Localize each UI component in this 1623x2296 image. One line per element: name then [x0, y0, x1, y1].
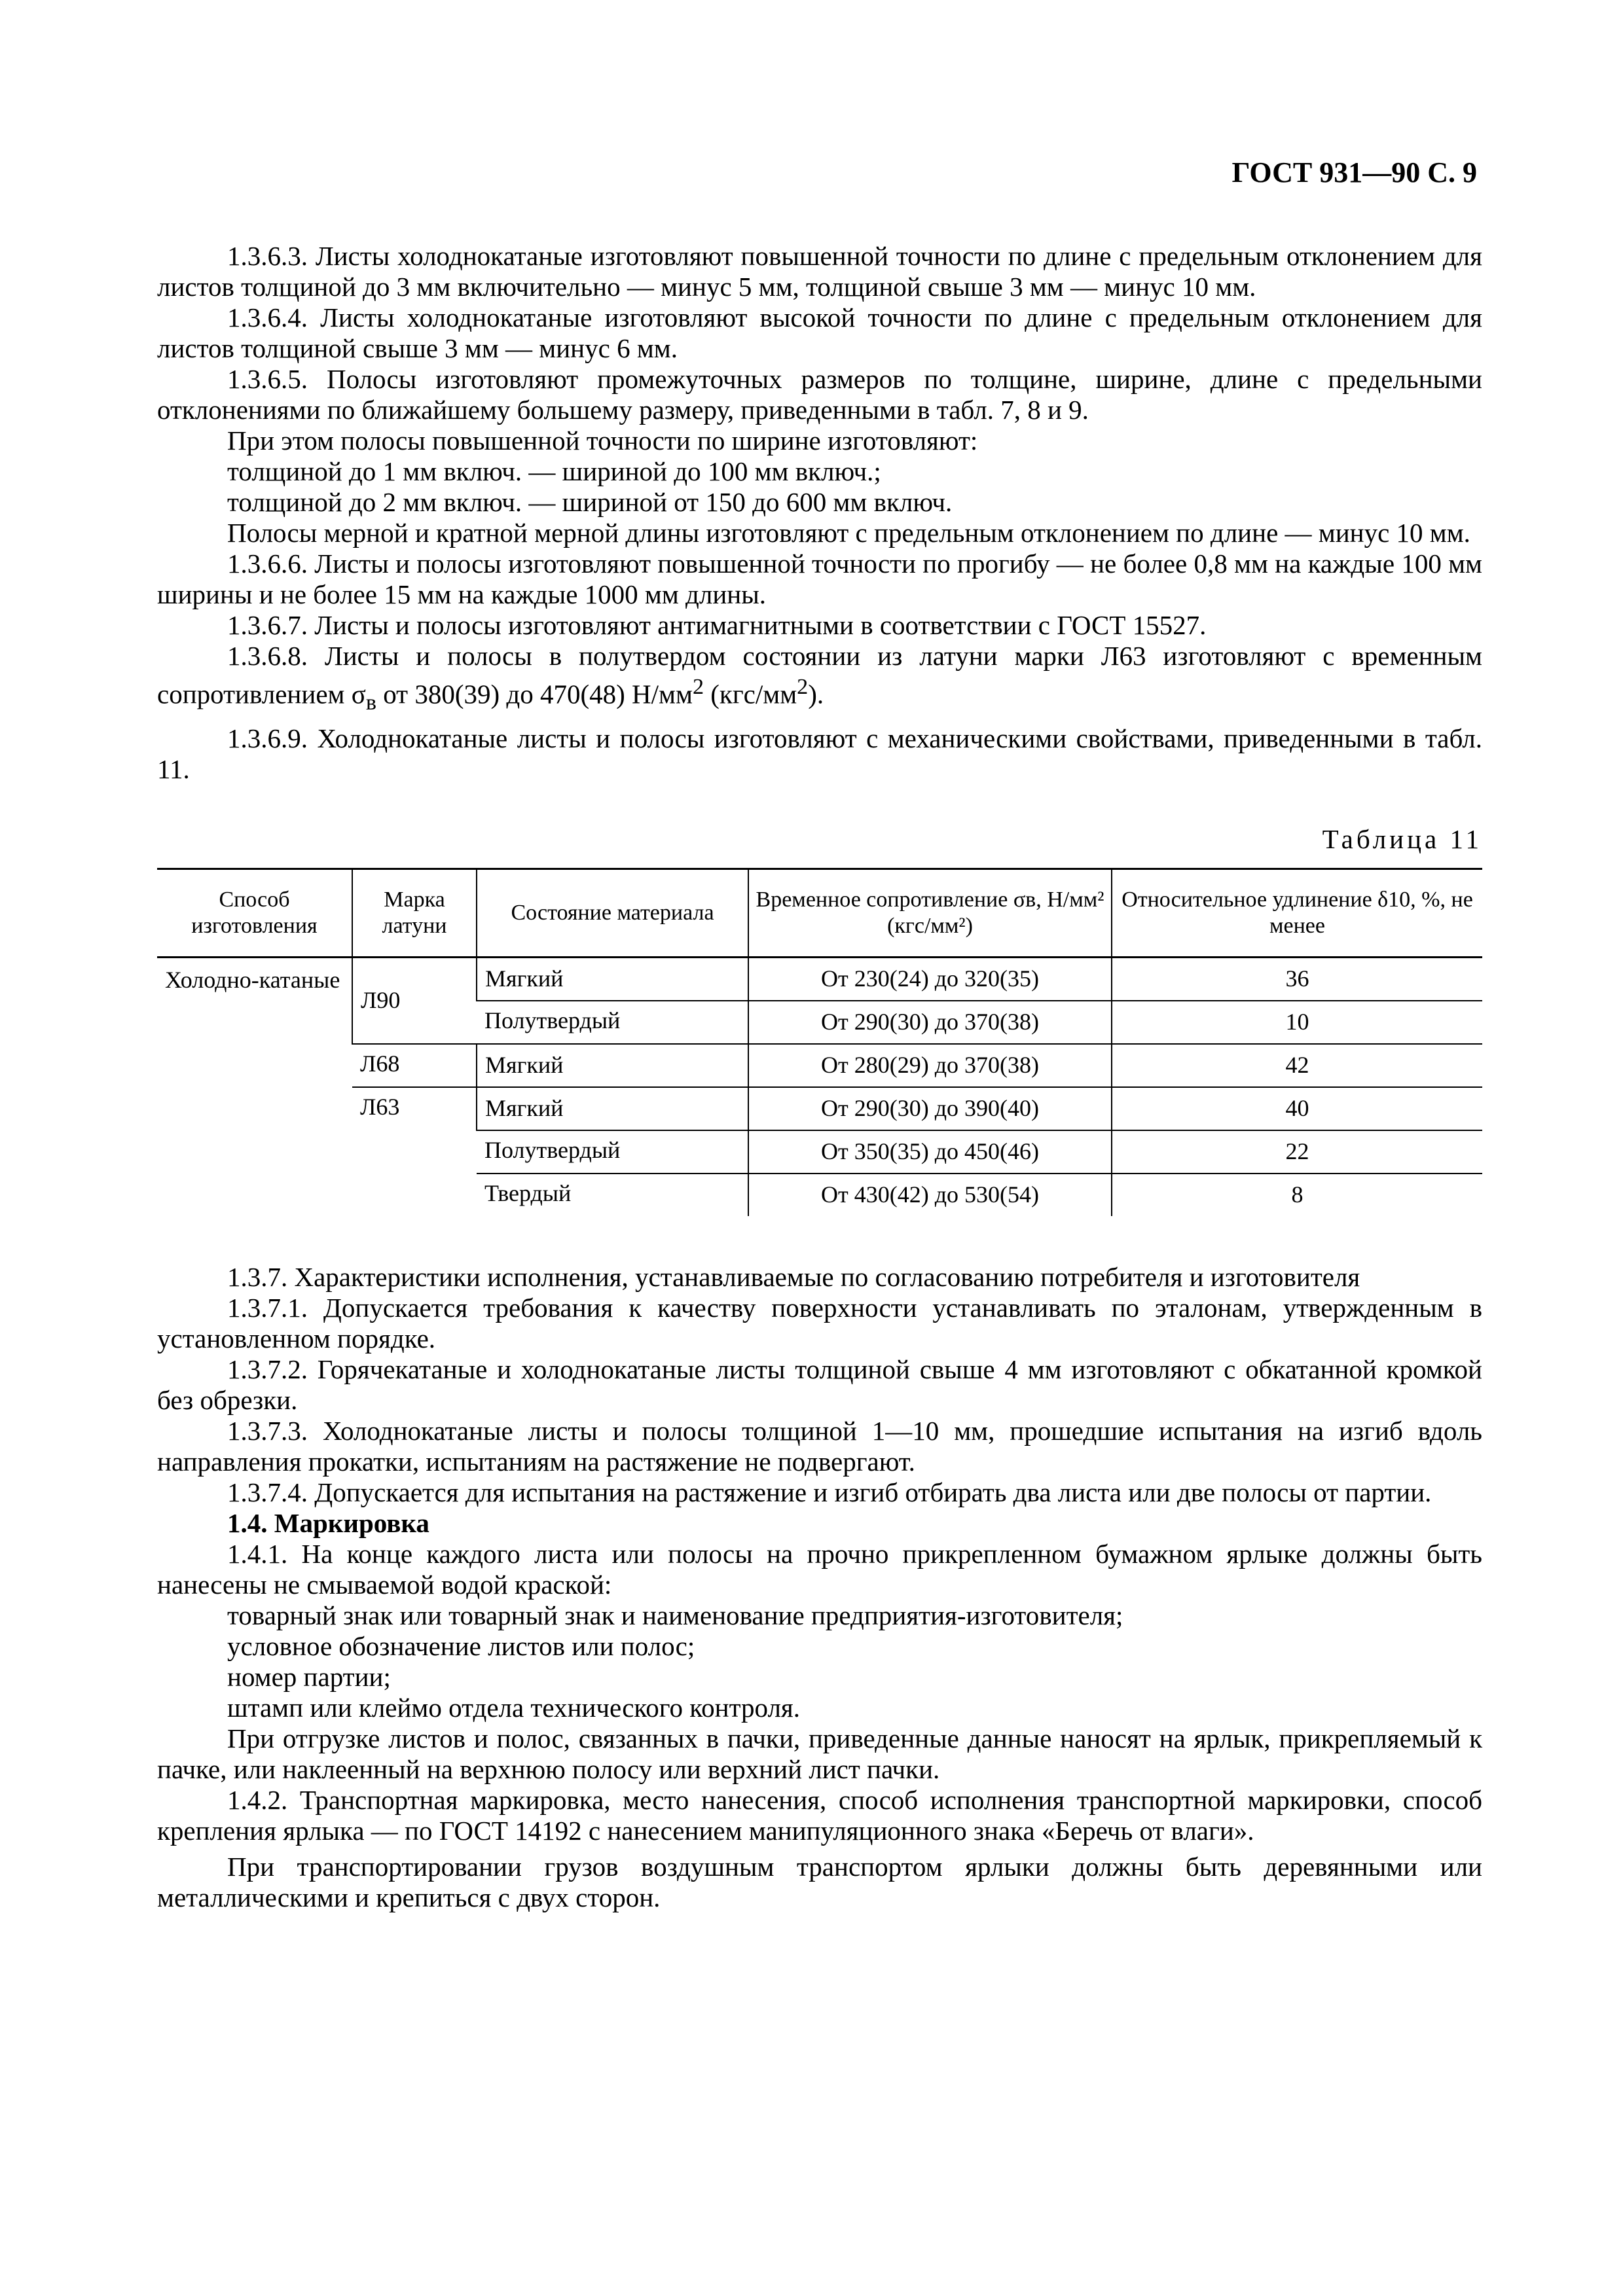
cell-strength: От 430(42) до 530(54): [748, 1174, 1112, 1216]
list-item-thickness-1: толщиной до 1 мм включ. — шириной до 100 мм включ.;: [227, 456, 881, 486]
cell-state: Полутвердый: [477, 1130, 748, 1174]
paragraph-1-4-1: 1.4.1. На конце каждого листа или полосы на прочно прикрепленном бумажном ярлыке должны быть нанесены не смываемой водой краской:: [157, 1538, 1482, 1600]
paragraph-1-3-6-6: 1.3.6.6. Листы и полосы изготовляют повышенной точности по прогибу — не более 0,8 мм на каждые 100 мм ширины и не более 15 мм на каждые 1000 мм длины.: [157, 548, 1482, 609]
cell-grade: Л90: [352, 957, 477, 1044]
table-11: [157, 868, 1482, 1216]
paragraph-1-3-6-3: 1.3.6.3. Листы холоднокатаные изготовляют повышенной точности по длине с предельным отклонением для листов толщиной до 3 мм включительно — минус 5 мм, толщиной свыше 3 мм — минус 10 мм.: [157, 241, 1482, 302]
cell-grade: Л68: [352, 1044, 477, 1087]
cell-elongation: 22: [1112, 1130, 1482, 1174]
header-strength: Временное сопротивление σв, Н/мм² (кгс/мм²): [748, 869, 1112, 957]
cell-state: Мягкий: [477, 1044, 748, 1087]
cell-method: Холодно-катаные: [165, 966, 340, 993]
header-elongation: Относительное удлинение δ10, %, не менее: [1112, 869, 1482, 957]
cell-strength: От 290(30) до 370(38): [748, 1001, 1112, 1044]
paragraph-measured-length: Полосы мерной и кратной мерной длины изготовляют с предельным отклонением по длине — минус 10 мм.: [227, 518, 1470, 548]
cell-elongation: 10: [1112, 1001, 1482, 1044]
cell-state: Мягкий: [477, 1087, 748, 1130]
paragraph-1-3-7-4: 1.3.7.4. Допускается для испытания на растяжение и изгиб отбирать два листа или две полосы от партии.: [227, 1477, 1432, 1507]
cell-state: Полутвердый: [477, 1001, 748, 1044]
table-row: [157, 1044, 1482, 1087]
section-title-marking: 1.4. Маркировка: [227, 1507, 429, 1538]
table-caption: Таблица 11: [1322, 823, 1482, 854]
cell-strength: От 350(35) до 450(46): [748, 1130, 1112, 1174]
paragraph-air-transport: При транспортировании грузов воздушным транспортом ярлыки должны быть деревянными или металлическими и крепиться с двух сторон.: [157, 1851, 1482, 1912]
page-header: ГОСТ 931—90 С. 9: [1231, 156, 1477, 188]
cell-strength: От 280(29) до 370(38): [748, 1044, 1112, 1087]
list-item-trademark: товарный знак или товарный знак и наименование предприятия-изготовителя;: [227, 1600, 1123, 1630]
paragraph-1-3-7-2: 1.3.7.2. Горячекатаные и холоднокатаные листы толщиной свыше 4 мм изготовляют с обкатанной кромкой без обрезки.: [157, 1354, 1482, 1415]
cell-elongation: 36: [1112, 957, 1482, 1001]
cell-state: Мягкий: [477, 957, 748, 1001]
table-row: [157, 957, 1482, 1001]
table-row: [157, 1087, 1482, 1130]
paragraph-1-3-7-3: 1.3.7.3. Холоднокатаные листы и полосы толщиной 1—10 мм, прошедшие испытания на изгиб вдоль направления прокатки, испытаниям на растяжение не подвергают.: [157, 1415, 1482, 1477]
paragraph-1-3-7: 1.3.7. Характеристики исполнения, устанавливаемые по согласованию потребителя и изготовителя: [227, 1261, 1360, 1292]
paragraph-1-3-7-1: 1.3.7.1. Допускается требования к качеству поверхности устанавливать по эталонам, утвержденным в установленном порядке.: [157, 1292, 1482, 1354]
cell-strength: От 230(24) до 320(35): [748, 957, 1112, 1001]
cell-strength: От 290(30) до 390(40): [748, 1087, 1112, 1130]
cell-elongation: 42: [1112, 1044, 1482, 1087]
header-state: Состояние материала: [477, 869, 748, 957]
paragraph-1-4-2: 1.4.2. Транспортная маркировка, место нанесения, способ исполнения транспортной маркировки, способ крепления ярлыка — по ГОСТ 14192 с нанесением манипуляционного знака «Беречь от влаги».: [157, 1784, 1482, 1846]
paragraph-1-3-6-7: 1.3.6.7. Листы и полосы изготовляют антимагнитными в соответствии с ГОСТ 15527.: [227, 610, 1207, 640]
list-item-stamp: штамп или клеймо отдела технического контроля.: [227, 1692, 801, 1723]
paragraph-1-3-6-9: 1.3.6.9. Холоднокатаные листы и полосы изготовляют с механическими свойствами, приведенными в табл. 11.: [157, 723, 1482, 784]
cell-state: Твердый: [477, 1174, 748, 1216]
cell-elongation: 40: [1112, 1087, 1482, 1130]
list-item-thickness-2: толщиной до 2 мм включ. — шириной от 150 до 600 мм включ.: [227, 487, 953, 517]
header-method: Способ изготовления: [157, 869, 352, 957]
list-item-batch-number: номер партии;: [227, 1661, 391, 1692]
cell-grade: Л63: [352, 1087, 477, 1216]
cell-elongation: 8: [1112, 1174, 1482, 1216]
header-grade: Марка латуни: [352, 869, 477, 957]
paragraph-strips-width: При этом полосы повышенной точности по ширине изготовляют:: [227, 425, 978, 456]
paragraph-1-3-6-8: 1.3.6.8. Листы и полосы в полутвердом состоянии из латуни марки Л63 изготовляют с временным сопротивлением $\sigma_в$ от 380(39) до 470(48) $Н/мм^2$ $(кгс/мм^2)$.: [157, 641, 1482, 715]
paragraph-1-3-6-5: 1.3.6.5. Полосы изготовляют промежуточных размеров по толщине, ширине, длине с предельными отклонениями по ближайшему большему размеру, приведенными в табл. 7, 8 и 9.: [157, 364, 1482, 425]
paragraph-1-3-6-4: 1.3.6.4. Листы холоднокатаные изготовляют высокой точности по длине с предельным отклонением для листов толщиной свыше 3 мм — минус 6 мм.: [157, 302, 1482, 363]
list-item-designation: условное обозначение листов или полос;: [227, 1630, 695, 1661]
paragraph-packs: При отгрузке листов и полос, связанных в пачки, приведенные данные наносят на ярлык, прикрепляемый к пачке, или наклеенный на верхнюю полосу или верхний лист пачки.: [157, 1723, 1482, 1784]
